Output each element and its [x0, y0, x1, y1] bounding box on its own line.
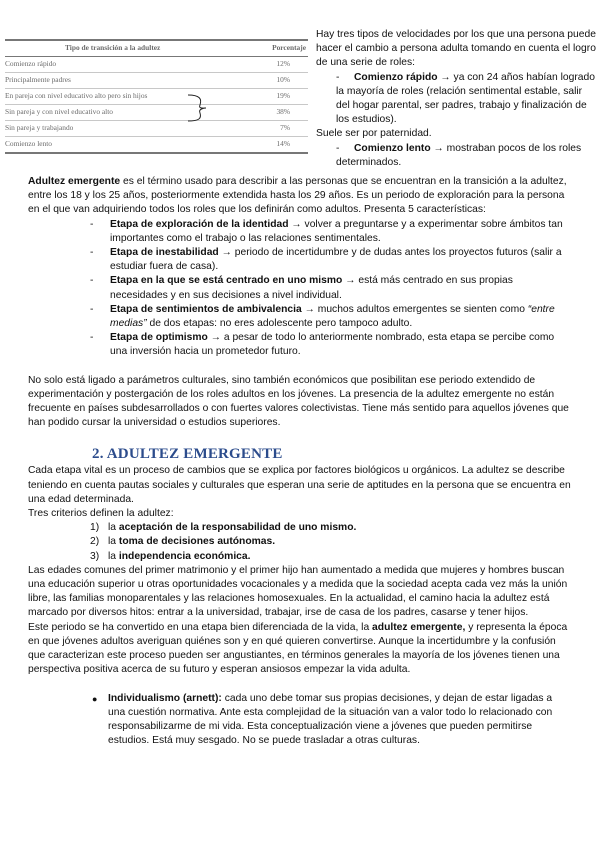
dash-marker: - — [90, 218, 94, 230]
item-term: Etapa en la que se está centrado en uno mismo — [110, 275, 343, 287]
list-item — [90, 550, 572, 564]
section-para-2: Las edades comunes del primer matrimonio y el primer hijo han aumentado a medida que mujeres y hombres buscan una educación superior u otras oportunidades vocacionales y a medida que la sociedad acepta cada vez más la unión libre, las familias monoparentales y las relaciones homosexuales. En la actualidad, el camino hacia la adultez está marcado por diversos hitos: entrar a la universidad, trabajar, irse de casa de los padres, casarse y tener hijos. — [28, 564, 568, 619]
speed-types-block — [316, 28, 598, 170]
adultez-definition — [28, 175, 572, 218]
dash-marker: - — [336, 71, 340, 83]
row-pct: 7% — [280, 123, 290, 132]
bullet-marker: ● — [92, 693, 98, 704]
item-term: Etapa de inestabilidad — [110, 247, 219, 259]
lento-text: → mostraban pocos de los roles determinados. — [336, 142, 582, 168]
row-tipo: Comienzo rápido — [5, 59, 57, 68]
item-term: Etapa de optimismo — [110, 332, 208, 344]
rapido-term: Comienzo rápido — [354, 71, 438, 83]
row-pct: 10% — [276, 75, 290, 84]
item-text: → está más centrado en sus propias necesidades y en sus decisiones a nivel individual. — [110, 275, 513, 301]
section-para-1: Cada etapa vital es un proceso de cambios que se explica por factores biológicos u orgánicos. La adultez se describe teniendo en cuenta pautas sociales y culturales que esperan una serie de aptitudes en la persona que se encuentra en una edad determinada. — [28, 465, 571, 505]
speed-intro: Hay tres tipos de velocidades por los que una persona puede hacer el cambio a persona adulta tomando en cuenta el logro de una serie de roles: — [316, 29, 596, 69]
speed-item-rapido — [316, 71, 598, 128]
paternidad-note: Suele ser por paternidad. — [316, 128, 432, 140]
table-row — [5, 57, 308, 73]
number-marker: 2) — [90, 536, 100, 548]
para3-text: y representa la época en que jóvenes adultos averiguan quiénes son y en qué quieren convertirse. Aunque la incertidumbre y la confusión que caracterizan este proceso pueden ser angustiantes, en términos generales la mayoría de los jóvenes tienen una perspectiva positiva acerca de su futuro y esperan ansiosos empezar la vida adulta. — [28, 621, 568, 676]
list-item — [90, 303, 572, 331]
table-row — [5, 137, 308, 154]
dash-marker: - — [90, 332, 94, 344]
row-pct: 12% — [276, 59, 290, 68]
item-italic: “entre medias” — [110, 303, 555, 330]
item-text: → a pesar de todo lo anteriormente nombrado, esta etapa se percibe como una inversión hacia un prometedor futuro. — [110, 332, 555, 358]
table-row — [5, 73, 308, 89]
item-pre: la — [108, 550, 119, 562]
list-item — [90, 274, 572, 302]
item-term: toma de decisiones autónomas. — [118, 536, 276, 548]
list-item — [92, 692, 572, 749]
row-pct: 19% — [276, 91, 290, 100]
item-term: Individualismo (arnett): — [108, 692, 222, 704]
dash-marker: - — [336, 142, 340, 154]
para3-term: adultez emergente, — [372, 621, 466, 633]
item-pre: la — [108, 522, 119, 534]
item-pre: la — [108, 536, 119, 548]
dash-marker: - — [90, 275, 94, 287]
item-text: → muchos adultos emergentes se sienten como — [301, 303, 528, 315]
item-term: independencia económica. — [118, 550, 251, 562]
table-row — [5, 89, 308, 105]
adultez-text: es el término usado para describir a las personas que se encuentran en la transición a la adultez, entre los 18 y los 25 años, posteriormente extendida hasta los 29 años. Es un periodo de exploración para la persona en el que van adquiriendo todos los roles que los definirán como adultos. Presenta 5 características: — [28, 176, 567, 216]
section-heading: 2. ADULTEZ EMERGENTE — [92, 446, 283, 463]
row-pct: 38% — [276, 107, 290, 116]
row-pct: 14% — [276, 139, 290, 148]
dash-marker: - — [90, 247, 94, 259]
row-tipo: Sin pareja y trabajando — [5, 123, 74, 132]
list-item — [90, 246, 572, 274]
list-item — [90, 521, 572, 535]
cultural-paragraph: No solo está ligado a parámetros culturales, sino también económicos que posibilitan ese periodo extendido de experimentación y postergación de los roles adultos en los jóvenes. La presencia de la adultez emergente no están frecuente en países subdesarrollados o con fuertes valores colectivistas. Tiene más sentido para aquellos jóvenes que han podido cursar la universidad o estudios superiores. — [28, 374, 569, 429]
item-text: cada uno debe tomar sus propias decisiones, y dejan de estar ligadas a una cuestión normativa. Ante esta complejidad de la situación van a valor todo lo relacionado con responsabilizarme de mi vida. Esta conceptualización viene a jóvenes que pueden permitirse estudios. Está muy sesgado. No se puede trasladar a otras culturas. — [108, 692, 553, 747]
section-para-3 — [28, 621, 572, 678]
row-tipo: Principalmente padres — [5, 75, 71, 84]
adultez-term: Adultez emergente — [28, 176, 121, 187]
number-marker: 1) — [90, 522, 100, 534]
list-item — [90, 535, 572, 549]
item-term: aceptación de la responsabilidad de uno mismo. — [118, 522, 357, 534]
item-text: de dos etapas: no eres adolescente pero tampoco adulto. — [146, 318, 413, 330]
list-item — [90, 218, 572, 246]
row-tipo: Comienzo lento — [5, 139, 53, 148]
dash-marker: - — [90, 303, 94, 315]
table-row — [5, 121, 308, 137]
row-tipo: En pareja con nivel educativo alto pero sin hijos — [5, 91, 148, 100]
number-marker: 3) — [90, 550, 100, 562]
rapido-text: → ya con 24 años habían logrado la mayoría de roles (relación sentimental estable, salir del hogar parental, ser padres, trabajo y finalización de los estudios). — [336, 71, 595, 126]
item-term: Etapa de exploración de la identidad — [110, 218, 289, 230]
transition-table — [5, 39, 308, 154]
list-item — [90, 331, 572, 359]
speed-item-lento — [316, 142, 598, 170]
criterios-list — [28, 521, 572, 564]
para3-text: Este periodo se ha convertido en una etapa bien diferenciada de la vida, la — [28, 621, 373, 633]
handdrawn-brace — [186, 93, 208, 123]
item-text: → periodo de incertidumbre y de dudas antes los proyectos futuros (salir a estudiar fuera de casa). — [110, 247, 562, 273]
row-tipo: Sin pareja y con nivel educativo alto — [5, 107, 113, 116]
item-term: Etapa de sentimientos de ambivalencia — [110, 303, 302, 315]
table-header — [5, 39, 308, 57]
header-tipo: Tipo de transición a la adultez — [65, 43, 161, 52]
characteristics-list — [28, 218, 572, 360]
criterios-intro: Tres criterios definen la adultez: — [28, 508, 174, 520]
table-row — [5, 105, 308, 121]
item-text: → volver a preguntarse y a experimentar sobre ámbitos tan importantes como el trabajo o las relaciones sentimentales. — [110, 218, 563, 244]
lento-term: Comienzo lento — [354, 142, 431, 154]
individualismo-list — [28, 692, 572, 749]
main-content — [28, 175, 572, 748]
header-porcentaje: Porcentaje — [272, 43, 306, 52]
